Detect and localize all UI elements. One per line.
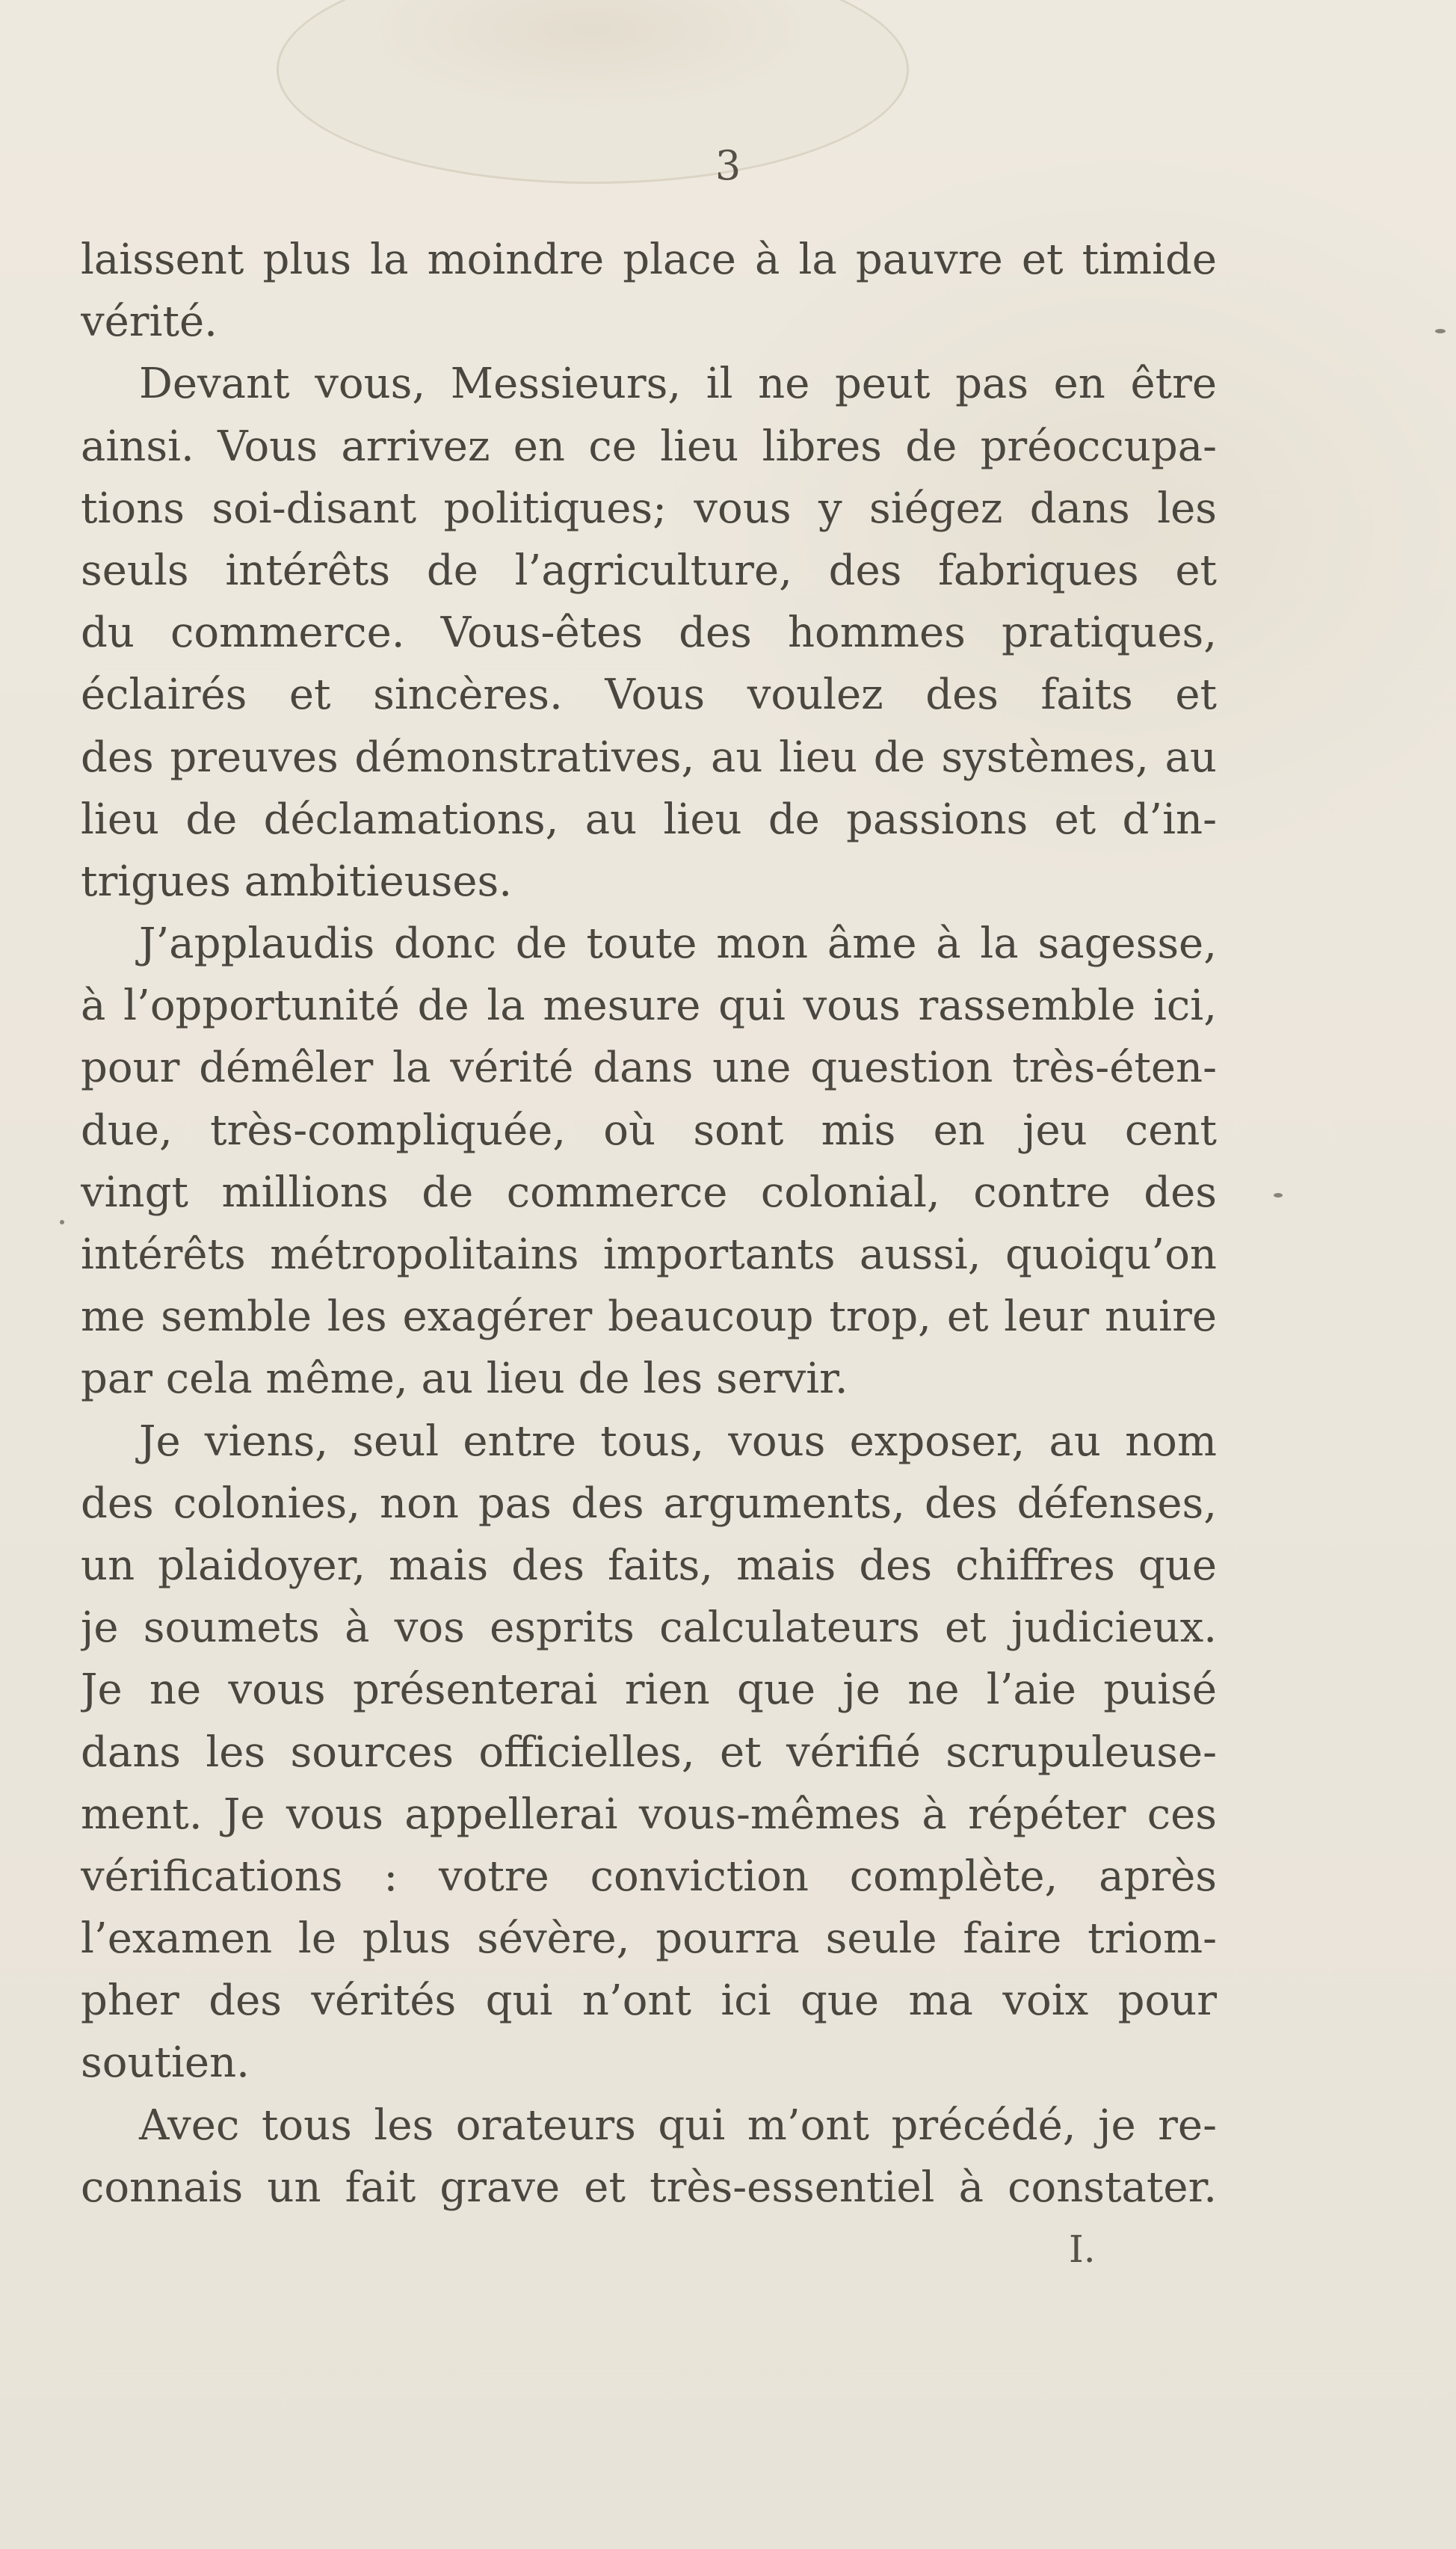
body-text bbox=[81, 229, 1217, 2219]
text-line: laissent plus la moindre place à la pauvre et timide bbox=[81, 235, 1217, 284]
text-line: Avec tous les orateurs qui m’ont précédé, je re- bbox=[139, 2100, 1217, 2150]
text-line: l’examen le plus sévère, pourra seule faire triom- bbox=[81, 1914, 1217, 1964]
text-line: par cela même, au lieu de les servir. bbox=[81, 1354, 848, 1404]
text-line: Je ne vous présenterai rien que je ne l’aie puisé bbox=[81, 1665, 1217, 1715]
text-line: ment. Je vous appellerai vous-mêmes à répéter ces bbox=[81, 1790, 1217, 1839]
text-line: à l’opportunité de la mesure qui vous rassemble ici, bbox=[81, 981, 1217, 1031]
page-number: 3 bbox=[715, 142, 741, 189]
text-line: du commerce. Vous-êtes des hommes pratiques, bbox=[81, 608, 1217, 658]
text-line: pour démêler la vérité dans une question très-éten- bbox=[81, 1044, 1217, 1093]
paper-speck bbox=[60, 1220, 64, 1224]
text-line: lieu de déclamations, au lieu de passions et d’in- bbox=[81, 795, 1217, 844]
text-line: me semble les exagérer beaucoup trop, et leur nuire bbox=[81, 1292, 1217, 1342]
text-line: je soumets à vos esprits calculateurs et judicieux. bbox=[81, 1603, 1217, 1653]
text-line: dans les sources officielles, et vérifié scrupuleuse- bbox=[81, 1727, 1217, 1777]
text-line: éclairés et sincères. Vous voulez des faits et bbox=[81, 671, 1217, 720]
text-line: des preuves démonstratives, au lieu de systèmes, au bbox=[81, 733, 1217, 782]
signature-mark: I. bbox=[1069, 2228, 1096, 2271]
text-line: trigues ambitieuses. bbox=[81, 857, 513, 906]
text-line: ainsi. Vous arrivez en ce lieu libres de préoccupa- bbox=[81, 422, 1217, 471]
text-line: Devant vous, Messieurs, il ne peut pas en être bbox=[139, 360, 1217, 409]
paper-speck bbox=[1435, 329, 1446, 333]
text-line: Je viens, seul entre tous, vous exposer, au nom bbox=[139, 1417, 1217, 1466]
text-line: soutien. bbox=[81, 2038, 250, 2088]
text-line: vérifications : votre conviction complète, après bbox=[81, 1852, 1217, 1901]
text-line: intérêts métropolitains importants aussi, quoiqu’on bbox=[81, 1230, 1217, 1279]
text-line: tions soi-disant politiques; vous y siégez dans les bbox=[81, 484, 1217, 533]
text-line: J’applaudis donc de toute mon âme à la sagesse, bbox=[139, 919, 1217, 969]
text-line: due, très-compliquée, où sont mis en jeu cent bbox=[81, 1106, 1217, 1155]
text-line: des colonies, non pas des arguments, des défenses, bbox=[81, 1479, 1217, 1528]
text-line: pher des vérités qui n’ont ici que ma voix pour bbox=[81, 1976, 1217, 2026]
paper-speck bbox=[1274, 1193, 1283, 1198]
text-line: un plaidoyer, mais des faits, mais des chiffres que bbox=[81, 1541, 1217, 1590]
text-line: connais un fait grave et très-essentiel à constater. bbox=[81, 2163, 1217, 2212]
text-line: vingt millions de commerce colonial, contre des bbox=[81, 1168, 1217, 1217]
text-line: seuls intérêts de l’agriculture, des fabriques et bbox=[81, 546, 1217, 595]
text-line: vérité. bbox=[81, 298, 218, 347]
